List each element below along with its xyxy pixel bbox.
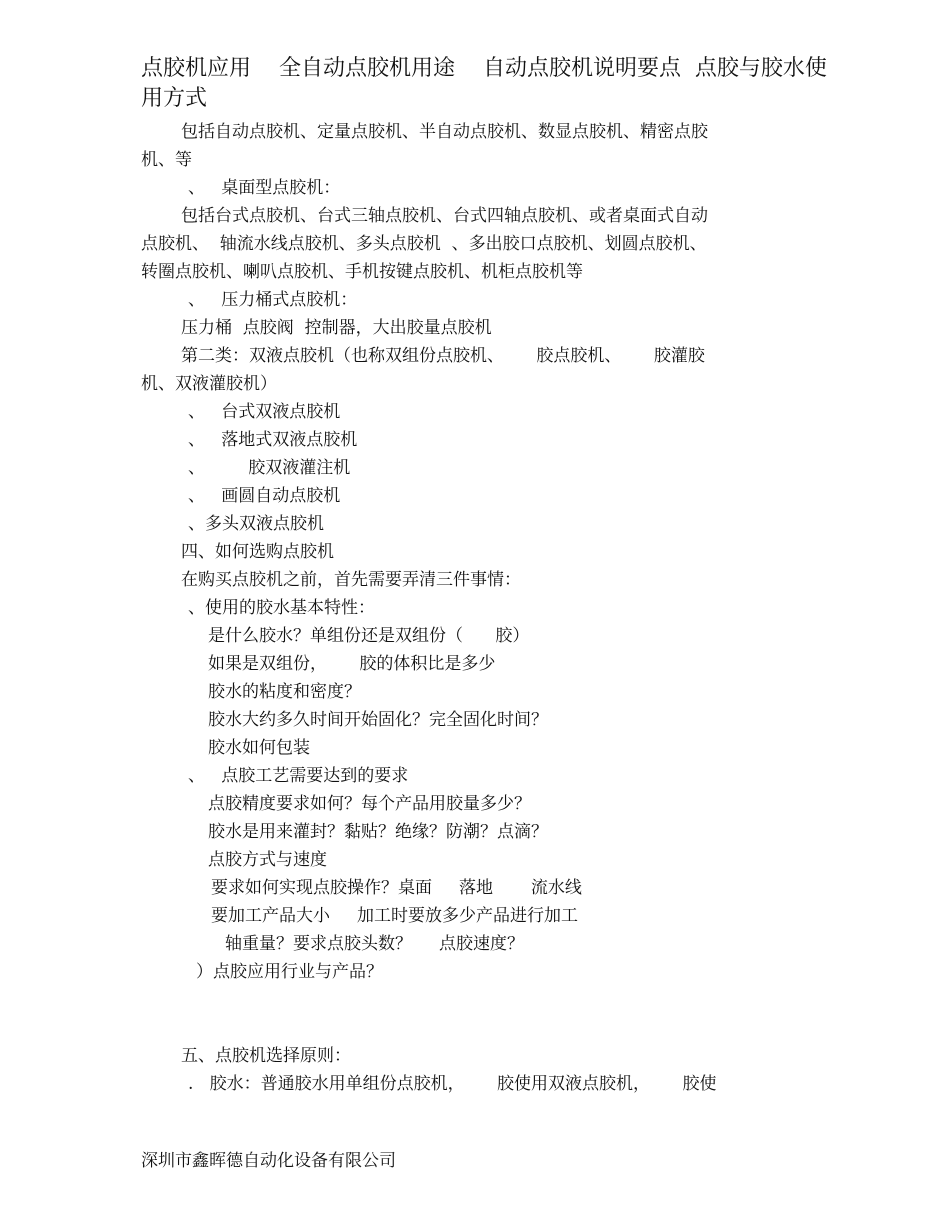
body-line: 包括台式点胶机、台式三轴点胶机、台式四轴点胶机、或者桌面式自动 <box>181 206 708 226</box>
body-line: 转圈点胶机、喇叭点胶机、手机按键点胶机、机柜点胶机等 <box>141 262 583 282</box>
list-item: 点胶方式与速度 <box>208 850 327 870</box>
section-heading: 四、如何选购点胶机 <box>181 542 334 562</box>
list-item: 胶水大约多久时间开始固化？完全固化时间？ <box>208 710 548 730</box>
list-item: 、 落地式双液点胶机 <box>188 430 358 450</box>
list-item: 、 点胶工艺需要达到的要求 <box>188 766 409 786</box>
list-item: . 胶水：普通胶水用单组份点胶机， 胶使用双液点胶机， 胶使 <box>188 1074 717 1094</box>
section-heading: 、 压力桶式点胶机： <box>188 290 358 310</box>
body-line: 包括自动点胶机、定量点胶机、半自动点胶机、数显点胶机、精密点胶 <box>181 122 708 142</box>
list-item: 胶水如何包装 <box>208 738 310 758</box>
page-footer: 深圳市鑫晖德自动化设备有限公司 <box>141 1151 396 1171</box>
list-item: 、 胶双液灌注机 <box>188 458 351 478</box>
list-item: 、 画圆自动点胶机 <box>188 486 341 506</box>
body-line: 机、双液灌胶机） <box>141 374 277 394</box>
list-item: 是什么胶水？单组份还是双组份（ 胶） <box>208 626 530 646</box>
body-line: 第二类：双液点胶机（也称双组份点胶机、 胶点胶机、 胶灌胶 <box>181 346 705 366</box>
list-item: 、多头双液点胶机 <box>188 514 324 534</box>
list-item: 如果是双组份， 胶的体积比是多少 <box>208 654 496 674</box>
body-line: 压力桶 点胶阀 控制器，大出胶量点胶机 <box>181 318 492 338</box>
list-item: 要求如何实现点胶操作？桌面 落地 流水线 <box>211 878 582 898</box>
page-title: 点胶机应用 全自动点胶机用途 自动点胶机说明要点 点胶与胶水使用方式 <box>141 56 827 111</box>
body-line: 机、等 <box>141 150 192 170</box>
list-item: 、使用的胶水基本特性： <box>188 598 375 618</box>
body-line: 点胶机、 轴流水线点胶机、多头点胶机 、多出胶口点胶机、划圆点胶机、 <box>141 234 707 254</box>
list-item: 胶水的粘度和密度？ <box>208 682 361 702</box>
list-item: 点胶精度要求如何？每个产品用胶量多少？ <box>208 794 531 814</box>
list-item: 要加工产品大小 加工时要放多少产品进行加工 <box>211 906 579 926</box>
section-heading: 、 桌面型点胶机： <box>188 178 341 198</box>
list-item: 胶水是用来灌封？黏贴？绝缘？防潮？点滴？ <box>208 822 548 842</box>
list-item: 、 台式双液点胶机 <box>188 402 341 422</box>
section-heading: 五、点胶机选择原则： <box>181 1046 351 1066</box>
body-line: 在购买点胶机之前，首先需要弄清三件事情： <box>181 570 521 590</box>
list-item: ）点胶应用行业与产品？ <box>196 962 383 982</box>
list-item: 轴重量？要求点胶头数？ 点胶速度？ <box>225 934 525 954</box>
